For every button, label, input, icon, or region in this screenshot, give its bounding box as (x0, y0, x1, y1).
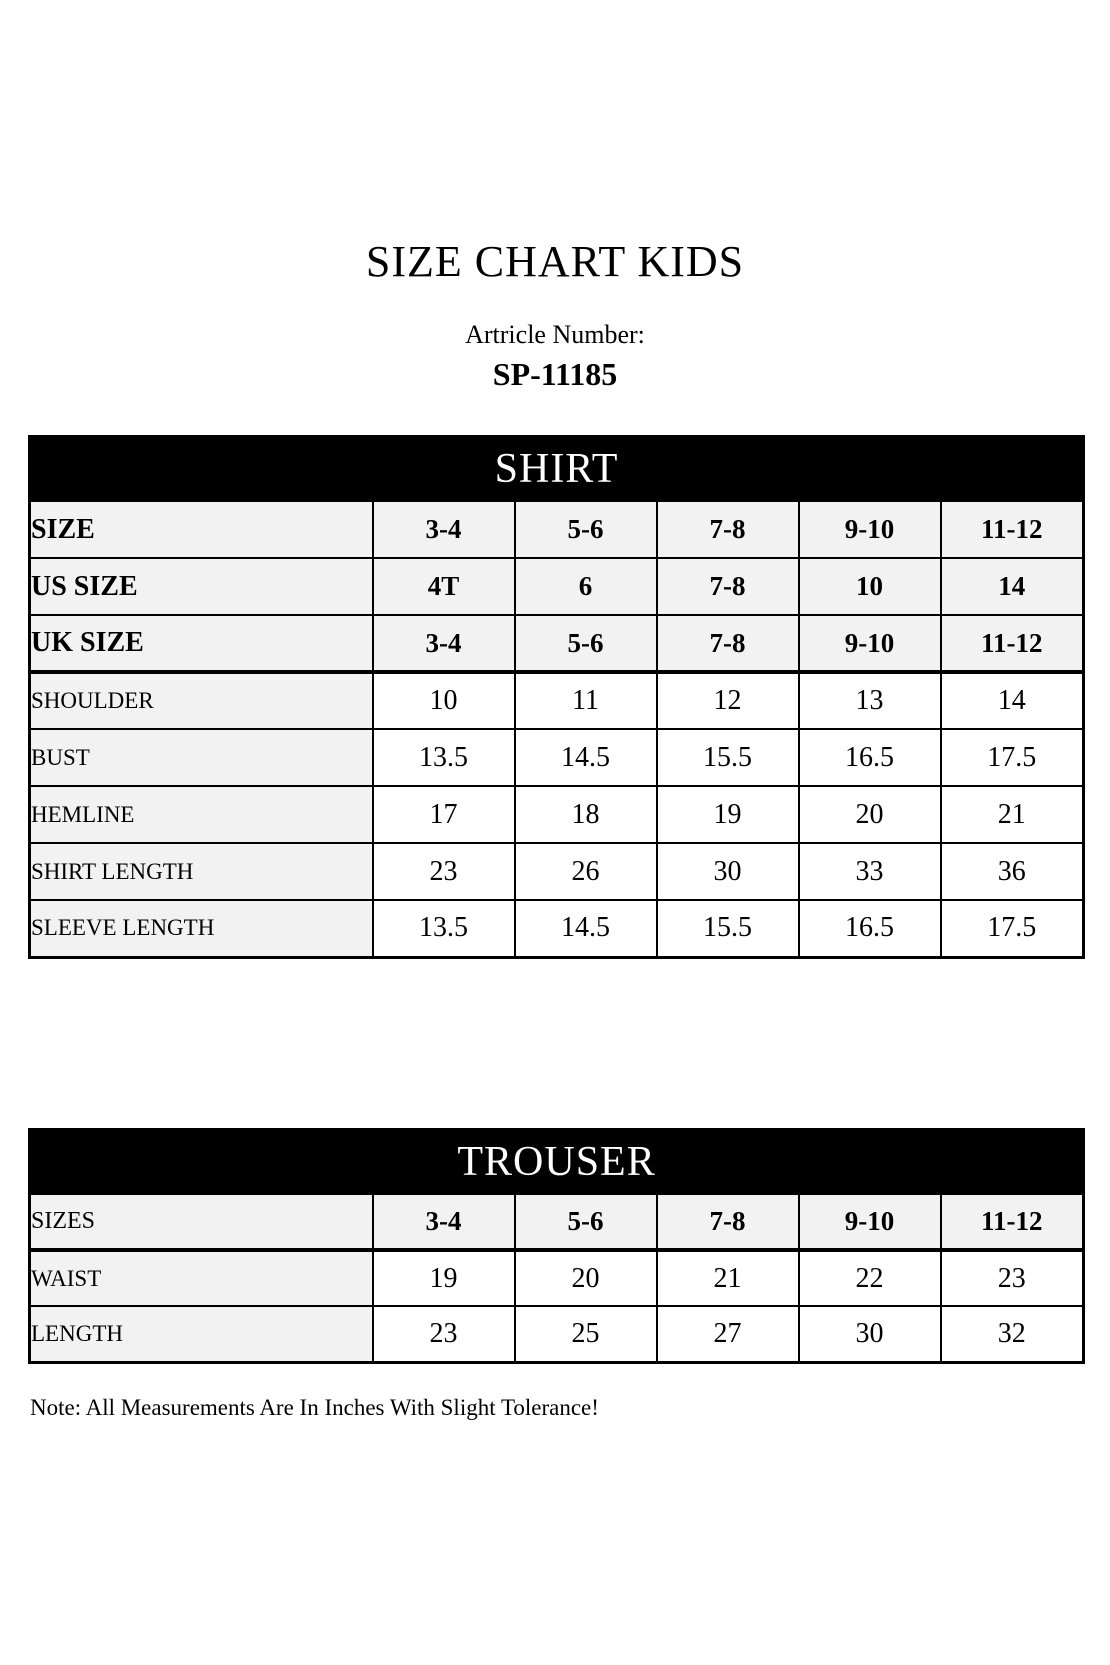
value-cell: 32 (941, 1306, 1084, 1362)
value-cell: 11-12 (941, 615, 1084, 672)
note-text: Note: All Measurements Are In Inches With Slight Tolerance! (30, 1395, 599, 1420)
shirt_table-row-uk-size (30, 615, 1084, 672)
value-cell: 22 (799, 1250, 941, 1306)
row-label: UK SIZE (30, 615, 373, 672)
trouser_table-row-waist (30, 1250, 1084, 1306)
shirt-table-body (30, 501, 1084, 957)
value-cell: 19 (657, 786, 799, 843)
shirt-table (28, 435, 1085, 959)
shirt_table-row-shoulder (30, 672, 1084, 729)
value-cell: 17.5 (941, 729, 1084, 786)
value-cell: 16.5 (799, 729, 941, 786)
row-label: SIZE (30, 501, 373, 558)
article-number-label: Artricle Number: (465, 320, 645, 349)
value-cell: 13.5 (373, 900, 515, 957)
value-cell: 14.5 (515, 729, 657, 786)
value-cell: 17 (373, 786, 515, 843)
shirt-table-header-row (30, 437, 1084, 502)
value-cell: 3-4 (373, 501, 515, 558)
value-cell: 23 (373, 1306, 515, 1362)
value-cell: 14 (941, 672, 1084, 729)
value-cell: 15.5 (657, 900, 799, 957)
value-cell: 3-4 (373, 1194, 515, 1250)
value-cell: 21 (657, 1250, 799, 1306)
row-label: SIZES (30, 1194, 373, 1250)
value-cell: 15.5 (657, 729, 799, 786)
value-cell: 7-8 (657, 558, 799, 615)
shirt_table-row-sleeve-length (30, 900, 1084, 957)
value-cell: 13 (799, 672, 941, 729)
trouser-table-title: TROUSER (30, 1130, 1084, 1195)
value-cell: 18 (515, 786, 657, 843)
value-cell: 30 (799, 1306, 941, 1362)
row-label: SLEEVE LENGTH (30, 900, 373, 957)
value-cell: 16.5 (799, 900, 941, 957)
value-cell: 23 (941, 1250, 1084, 1306)
row-label: US SIZE (30, 558, 373, 615)
value-cell: 25 (515, 1306, 657, 1362)
trouser-table-header-row (30, 1130, 1084, 1195)
value-cell: 3-4 (373, 615, 515, 672)
row-label: WAIST (30, 1250, 373, 1306)
value-cell: 7-8 (657, 1194, 799, 1250)
value-cell: 27 (657, 1306, 799, 1362)
shirt_table-row-bust (30, 729, 1084, 786)
value-cell: 5-6 (515, 501, 657, 558)
shirt-table-title: SHIRT (30, 437, 1084, 502)
shirt_table-row-shirt-length (30, 843, 1084, 900)
value-cell: 26 (515, 843, 657, 900)
trouser-table-body (30, 1194, 1084, 1362)
shirt_table-row-hemline (30, 786, 1084, 843)
value-cell: 30 (657, 843, 799, 900)
article-number: SP-11185 (492, 356, 618, 392)
value-cell: 21 (941, 786, 1084, 843)
value-cell: 5-6 (515, 1194, 657, 1250)
value-cell: 14.5 (515, 900, 657, 957)
value-cell: 10 (799, 558, 941, 615)
value-cell: 6 (515, 558, 657, 615)
value-cell: 12 (657, 672, 799, 729)
page-title: SIZE CHART KIDS (365, 237, 745, 286)
value-cell: 33 (799, 843, 941, 900)
value-cell: 7-8 (657, 501, 799, 558)
value-cell: 7-8 (657, 615, 799, 672)
value-cell: 4T (373, 558, 515, 615)
shirt_table-row-us-size (30, 558, 1084, 615)
shirt_table-row-size (30, 501, 1084, 558)
value-cell: 5-6 (515, 615, 657, 672)
trouser_table-row-sizes (30, 1194, 1084, 1250)
value-cell: 14 (941, 558, 1084, 615)
value-cell: 20 (515, 1250, 657, 1306)
trouser-table (28, 1128, 1085, 1364)
value-cell: 36 (941, 843, 1084, 900)
value-cell: 11 (515, 672, 657, 729)
value-cell: 10 (373, 672, 515, 729)
trouser_table-row-length (30, 1306, 1084, 1362)
row-label: SHIRT LENGTH (30, 843, 373, 900)
value-cell: 9-10 (799, 1194, 941, 1250)
value-cell: 9-10 (799, 615, 941, 672)
row-label: SHOULDER (30, 672, 373, 729)
value-cell: 13.5 (373, 729, 515, 786)
row-label: HEMLINE (30, 786, 373, 843)
value-cell: 20 (799, 786, 941, 843)
value-cell: 9-10 (799, 501, 941, 558)
value-cell: 19 (373, 1250, 515, 1306)
value-cell: 17.5 (941, 900, 1084, 957)
value-cell: 23 (373, 843, 515, 900)
value-cell: 11-12 (941, 501, 1084, 558)
value-cell: 11-12 (941, 1194, 1084, 1250)
row-label: BUST (30, 729, 373, 786)
row-label: LENGTH (30, 1306, 373, 1362)
